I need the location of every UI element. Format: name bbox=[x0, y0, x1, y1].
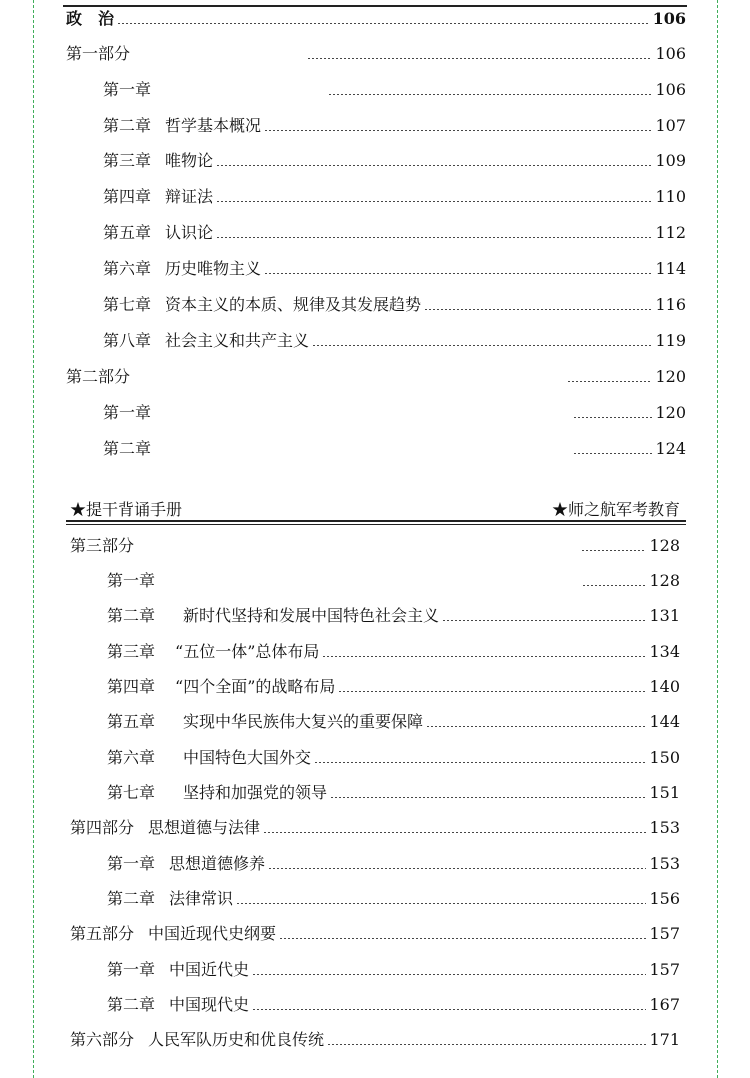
toc-entry[interactable] bbox=[103, 149, 686, 173]
toc-entry[interactable] bbox=[107, 710, 680, 734]
toc-entry[interactable] bbox=[103, 221, 686, 245]
toc-page: 124 bbox=[655, 439, 686, 458]
dot-leader bbox=[328, 94, 652, 95]
toc-title: 认识论 bbox=[165, 223, 214, 242]
dot-leader bbox=[573, 417, 652, 418]
toc-title: 资本主义的本质、规律及其发展趋势 bbox=[165, 295, 422, 314]
toc-number: 第二章 bbox=[103, 439, 152, 458]
toc-number: 第七章 bbox=[107, 783, 156, 802]
toc-title: 中国现代史 bbox=[169, 995, 250, 1014]
dot-leader bbox=[314, 762, 646, 763]
toc-number: 第二章 bbox=[103, 116, 152, 135]
toc-number: 第六章 bbox=[103, 259, 152, 278]
toc-number: 第二章 bbox=[107, 889, 156, 908]
toc-number: 第三部分 bbox=[70, 536, 135, 555]
toc-page: 157 bbox=[649, 924, 680, 943]
dot-leader bbox=[307, 58, 652, 59]
toc-entry[interactable] bbox=[70, 922, 680, 946]
toc-page: 106 bbox=[655, 80, 686, 99]
toc-entry[interactable] bbox=[70, 816, 680, 840]
toc-page: 150 bbox=[649, 748, 680, 767]
toc-entry[interactable] bbox=[103, 401, 686, 425]
toc-page: 153 bbox=[649, 818, 680, 837]
toc-page: 153 bbox=[649, 854, 680, 873]
dot-leader bbox=[582, 585, 646, 586]
toc-entry[interactable] bbox=[107, 958, 680, 982]
toc-title: 社会主义和共产主义 bbox=[165, 331, 310, 350]
page-border-left bbox=[33, 0, 34, 1078]
header-rule-thin bbox=[66, 524, 686, 525]
dot-leader bbox=[338, 691, 646, 692]
toc-entry[interactable] bbox=[107, 993, 680, 1017]
dot-leader bbox=[252, 1009, 646, 1010]
toc-number: 第一章 bbox=[103, 403, 152, 422]
toc-title: “四个全面”的战略布局 bbox=[175, 677, 336, 696]
dot-leader bbox=[330, 797, 646, 798]
toc-title: 实现中华民族伟大复兴的重要保障 bbox=[183, 712, 424, 731]
toc-page: 157 bbox=[649, 960, 680, 979]
toc-number: 第四章 bbox=[103, 187, 152, 206]
toc-title: “五位一体”总体布局 bbox=[175, 642, 320, 661]
toc-number: 第二章 bbox=[107, 606, 156, 625]
toc-heading-label: 政 治 bbox=[66, 9, 115, 28]
toc-number: 第六部分 bbox=[70, 1030, 135, 1049]
toc-number: 第五章 bbox=[103, 223, 152, 242]
toc-title: 中国近代史 bbox=[169, 960, 250, 979]
dot-leader bbox=[442, 620, 646, 621]
toc-title: 哲学基本概况 bbox=[165, 116, 262, 135]
toc-title: 唯物论 bbox=[165, 151, 214, 170]
toc-entry[interactable] bbox=[103, 329, 686, 353]
toc-number: 第六章 bbox=[107, 748, 156, 767]
page-border-right bbox=[717, 0, 718, 1078]
toc-title: 坚持和加强党的领导 bbox=[183, 783, 328, 802]
toc-entry[interactable] bbox=[103, 293, 686, 317]
dot-leader bbox=[424, 309, 652, 310]
toc-page: 128 bbox=[649, 571, 680, 590]
toc-page: 119 bbox=[655, 331, 686, 350]
toc-number: 第二部分 bbox=[66, 367, 131, 386]
toc-number: 第一章 bbox=[107, 571, 156, 590]
toc-page: 116 bbox=[655, 295, 686, 314]
toc-number: 第一章 bbox=[107, 854, 156, 873]
toc-entry[interactable] bbox=[107, 604, 680, 628]
toc-title: 思想道德修养 bbox=[169, 854, 266, 873]
toc-number: 第一章 bbox=[103, 80, 152, 99]
header-rule bbox=[66, 520, 686, 522]
toc-title: 人民军队历史和优良传统 bbox=[148, 1030, 325, 1049]
header-left: ★提干背诵手册 bbox=[70, 500, 183, 519]
toc-page: 114 bbox=[655, 259, 686, 278]
toc-number: 第三章 bbox=[103, 151, 152, 170]
toc-number: 第二章 bbox=[107, 995, 156, 1014]
toc-entry[interactable] bbox=[70, 1028, 680, 1052]
dot-leader bbox=[216, 201, 652, 202]
toc-entry[interactable] bbox=[107, 640, 680, 664]
dot-leader bbox=[279, 938, 646, 939]
toc-page: 131 bbox=[649, 606, 680, 625]
dot-leader bbox=[567, 381, 652, 382]
dot-leader bbox=[264, 130, 652, 131]
dot-leader bbox=[322, 656, 646, 657]
toc-entry[interactable] bbox=[103, 257, 686, 281]
toc-entry[interactable] bbox=[107, 887, 680, 911]
toc-number: 第一章 bbox=[107, 960, 156, 979]
toc-page: 167 bbox=[649, 995, 680, 1014]
dot-leader bbox=[252, 974, 646, 975]
toc-number: 第五部分 bbox=[70, 924, 135, 943]
toc-page: 134 bbox=[649, 642, 680, 661]
toc-entry[interactable] bbox=[107, 781, 680, 805]
toc-number: 第三章 bbox=[107, 642, 156, 661]
toc-entry[interactable] bbox=[103, 78, 686, 102]
toc-page: 120 bbox=[655, 367, 686, 386]
toc-heading[interactable] bbox=[66, 7, 686, 31]
toc-page: 120 bbox=[655, 403, 686, 422]
toc-page: 156 bbox=[649, 889, 680, 908]
dot-leader bbox=[216, 237, 652, 238]
toc-page: 106 bbox=[655, 44, 686, 63]
toc-page: 144 bbox=[649, 712, 680, 731]
toc-page: 110 bbox=[655, 187, 686, 206]
toc-page: 109 bbox=[655, 151, 686, 170]
toc-title: 中国近现代史纲要 bbox=[148, 924, 277, 943]
toc-entry[interactable] bbox=[103, 114, 686, 138]
toc-number: 第五章 bbox=[107, 712, 156, 731]
dot-leader bbox=[117, 23, 650, 24]
toc-title: 法律常识 bbox=[169, 889, 234, 908]
toc-entry[interactable] bbox=[103, 185, 686, 209]
dot-leader bbox=[581, 550, 646, 551]
toc-entry[interactable] bbox=[66, 365, 686, 389]
toc-page: 140 bbox=[649, 677, 680, 696]
toc-number: 第一部分 bbox=[66, 44, 131, 63]
toc-number: 第四部分 bbox=[70, 818, 135, 837]
toc-page: 171 bbox=[649, 1030, 680, 1049]
dot-leader bbox=[236, 903, 646, 904]
toc-page: 151 bbox=[649, 783, 680, 802]
toc-number: 第八章 bbox=[103, 331, 152, 350]
toc-title: 思想道德与法律 bbox=[148, 818, 261, 837]
toc-entry[interactable] bbox=[70, 534, 680, 558]
dot-leader bbox=[263, 832, 646, 833]
toc-heading-page: 106 bbox=[652, 9, 686, 28]
dot-leader bbox=[268, 868, 646, 869]
toc-page: 107 bbox=[655, 116, 686, 135]
toc-number: 第七章 bbox=[103, 295, 152, 314]
toc-entry[interactable] bbox=[107, 746, 680, 770]
toc-entry[interactable] bbox=[107, 852, 680, 876]
dot-leader bbox=[312, 345, 652, 346]
toc-title: 历史唯物主义 bbox=[165, 259, 262, 278]
header-right: ★师之航军考教育 bbox=[551, 500, 680, 519]
toc-entry[interactable] bbox=[66, 42, 686, 66]
dot-leader bbox=[327, 1044, 646, 1045]
toc-number: 第四章 bbox=[107, 677, 156, 696]
toc-title: 新时代坚持和发展中国特色社会主义 bbox=[183, 606, 440, 625]
toc-page: 112 bbox=[655, 223, 686, 242]
dot-leader bbox=[573, 453, 652, 454]
dot-leader bbox=[216, 165, 652, 166]
toc-entry[interactable] bbox=[107, 569, 680, 593]
dot-leader bbox=[426, 726, 646, 727]
toc-page: 128 bbox=[649, 536, 680, 555]
toc-entry[interactable] bbox=[103, 437, 686, 461]
toc-entry[interactable] bbox=[107, 675, 680, 699]
dot-leader bbox=[264, 273, 652, 274]
toc-title: 辩证法 bbox=[165, 187, 214, 206]
toc-title: 中国特色大国外交 bbox=[183, 748, 312, 767]
